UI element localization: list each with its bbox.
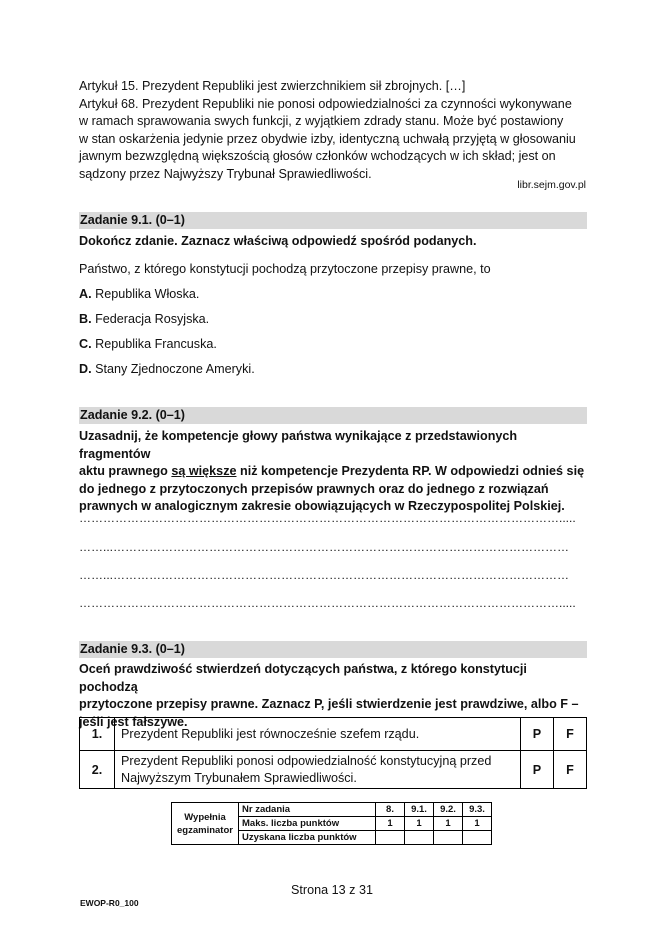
- examiner-label: [172, 803, 239, 845]
- option-c[interactable]: [79, 336, 217, 354]
- option-letter: A.: [79, 287, 92, 301]
- score-table: [171, 802, 492, 845]
- task-9-3-header: Zadanie 9.3. (0–1): [79, 641, 587, 658]
- statement-text: Prezydent Republiki jest równocześnie szefem rządu.: [115, 718, 521, 751]
- instruction-line: do jednego z przytoczonych przepisów prawnych oraz do jednego z rozwiązań: [79, 481, 549, 496]
- false-option[interactable]: F: [554, 718, 587, 751]
- option-text: Republika Włoska.: [95, 287, 200, 301]
- exam-code: EWOP-R0_100: [80, 898, 139, 908]
- score-task-number: 9.2.: [434, 803, 463, 817]
- option-letter: D.: [79, 362, 92, 376]
- option-d[interactable]: [79, 361, 255, 379]
- max-points-value: 1: [376, 817, 405, 831]
- row-number: 2.: [80, 751, 115, 789]
- excerpt-line: Artykuł 15. Prezydent Republiki jest zwierzchnikiem sił zbrojnych. […]: [79, 79, 466, 93]
- obtained-points-label: Uzyskana liczba punktów: [239, 831, 376, 845]
- instruction-line: przytoczone przepisy prawne. Zaznacz P, jeśli stwierdzenie jest prawdziwe, albo F –: [79, 697, 579, 712]
- false-option[interactable]: F: [554, 751, 587, 789]
- obtained-points-cell[interactable]: [463, 831, 492, 845]
- examiner-label-line: egzaminator: [177, 824, 233, 836]
- max-points-value: 1: [434, 817, 463, 831]
- obtained-points-cell[interactable]: [376, 831, 405, 845]
- statement-line: Prezydent Republiki ponosi odpowiedzialność konstytucyjną przed: [121, 753, 492, 768]
- statement-line: Najwyższym Trybunałem Sprawiedliwości.: [121, 770, 357, 785]
- statement-text: [115, 751, 521, 789]
- true-false-table: [79, 717, 587, 789]
- answer-line[interactable]: ……...……………………………………………………………………………………………………: [79, 568, 570, 582]
- answer-line[interactable]: ……...……………………………………………………………………………………………………: [79, 540, 570, 554]
- task-9-1-stem: Państwo, z którego konstytucji pochodzą przytoczone przepisy prawne, to: [79, 262, 491, 276]
- max-points-label: Maks. liczba punktów: [239, 817, 376, 831]
- instruction-text: aktu prawnego: [79, 464, 172, 479]
- instruction-line: jeśli jest fałszywe.: [79, 714, 188, 729]
- task-9-1-header: Zadanie 9.1. (0–1): [79, 212, 587, 229]
- examiner-label-line: Wypełnia: [184, 811, 226, 823]
- answer-line[interactable]: ………………………………………………………………………………………………………….....: [79, 596, 576, 610]
- option-a[interactable]: [79, 286, 199, 304]
- option-text: Stany Zjednoczone Ameryki.: [95, 362, 255, 376]
- answer-line[interactable]: ………………………………………………………………………………………………………….....: [79, 511, 576, 525]
- table-row: [80, 751, 587, 789]
- score-task-number: 9.1.: [405, 803, 434, 817]
- score-col-header: Nr zadania: [239, 803, 376, 817]
- max-points-value: 1: [405, 817, 434, 831]
- instruction-line: Uzasadnij, że kompetencje głowy państwa wynikające z przedstawionych fragmentów: [79, 429, 518, 461]
- source-note: libr.sejm.gov.pl: [517, 179, 586, 191]
- option-letter: C.: [79, 337, 92, 351]
- table-row: [172, 803, 492, 817]
- excerpt-line: w ramach sprawowania swych funkcji, z wyjątkiem zdrady stanu. Może być postawiony: [79, 114, 564, 129]
- score-task-number: 9.3.: [463, 803, 492, 817]
- true-option[interactable]: P: [521, 751, 554, 789]
- task-9-2-header: Zadanie 9.2. (0–1): [79, 407, 587, 424]
- instruction-line: [79, 463, 589, 481]
- instruction-line: Oceń prawdziwość stwierdzeń dotyczących państwa, z którego konstytucji pochodzą: [79, 662, 527, 694]
- task-9-2-instruction: [79, 428, 589, 516]
- option-b[interactable]: [79, 311, 209, 329]
- task-9-1-instruction: Dokończ zdanie. Zaznacz właściwą odpowiedź spośród podanych.: [79, 234, 477, 248]
- obtained-points-cell[interactable]: [434, 831, 463, 845]
- instruction-line: prawnych w analogicznym zakresie obowiązujących w Rzeczypospolitej Polskiej.: [79, 499, 565, 514]
- excerpt-line: Artykuł 68. Prezydent Republiki nie ponosi odpowiedzialności za czynności wykonywane: [79, 96, 572, 111]
- excerpt-line: sądzony przez Najwyższy Trybunał Sprawiedliwości.: [79, 166, 372, 181]
- option-text: Federacja Rosyjska.: [95, 312, 210, 326]
- constitution-excerpt: [79, 78, 589, 184]
- row-number: 1.: [80, 718, 115, 751]
- instruction-text: niż kompetencje Prezydenta RP. W odpowiedzi odnieś się: [236, 464, 585, 479]
- page-number: Strona 13 z 31: [291, 883, 373, 897]
- obtained-points-cell[interactable]: [405, 831, 434, 845]
- max-points-value: 1: [463, 817, 492, 831]
- table-row: [80, 718, 587, 751]
- excerpt-line: w stan oskarżenia jedynie przez obydwie izby, identyczną uchwałą przyjętą w głosowaniu: [79, 131, 576, 146]
- underlined-text: są większe: [171, 464, 237, 479]
- score-task-number: 8.: [376, 803, 405, 817]
- option-text: Republika Francuska.: [95, 337, 217, 351]
- option-letter: B.: [79, 312, 92, 326]
- true-option[interactable]: P: [521, 718, 554, 751]
- excerpt-line: jawnym bezwzględną większością głosów członków wchodzących w ich skład; jest on: [79, 149, 556, 164]
